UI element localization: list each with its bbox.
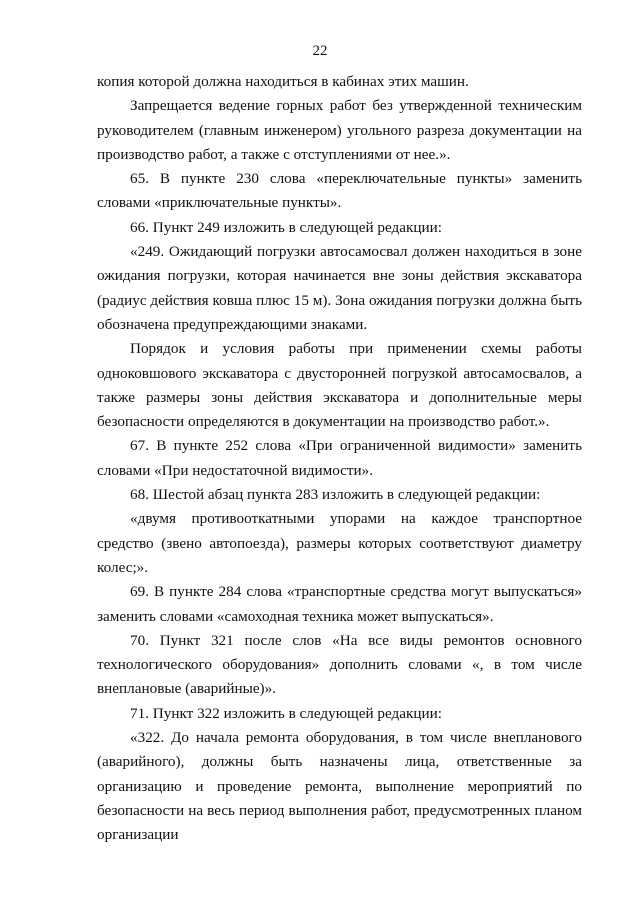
paragraph: 67. В пункте 252 слова «При ограниченной видимости» заменить словами «При недостаточной видимости». <box>97 437 582 479</box>
paragraph: Запрещается ведение горных работ без утвержденной техническим руководителем (главным инженером) угольного разреза документации на производство работ, а также с отступлениями от нее.». <box>97 97 582 163</box>
paragraph: «322. До начала ремонта оборудования, в том числе внепланового (аварийного), должны быть назначены лица, ответственные за организацию и проведение ремонта, выполнение мероприятий по безопасности на весь период выполнения работ, предусмотренных планом организации <box>97 729 582 844</box>
paragraph: «249. Ожидающий погрузки автосамосвал должен находиться в зоне ожидания погрузки, которая начинается вне зоны действия экскаватора (радиус действия ковша плюс 15 м). Зона ожидания погрузки должна быть обозначена предупреждающими знаками. <box>97 243 582 333</box>
paragraph: 66. Пункт 249 изложить в следующей редакции: <box>130 218 443 236</box>
document-body <box>97 70 582 848</box>
paragraph: 69. В пункте 284 слова «транспортные средства могут выпускаться» заменить словами «самоходная техника может выпускаться». <box>97 583 582 625</box>
paragraph: 70. Пункт 321 после слов «На все виды ремонтов основного технологического оборудования» дополнить словами «, в том числе внеплановые (аварийные)». <box>97 631 582 698</box>
paragraph: 71. Пункт 322 изложить в следующей редакции: <box>130 704 443 722</box>
paragraph: 68. Шестой абзац пункта 283 изложить в следующей редакции: <box>130 486 541 504</box>
page-number: 22 <box>312 43 328 59</box>
paragraph: «двумя противооткатными упорами на каждое транспортное средство (звено автопоезда), размеры которых соответствуют диаметру колес;». <box>97 510 582 576</box>
paragraph: копия которой должна находиться в кабинах этих машин. <box>97 73 469 90</box>
paragraph: Порядок и условия работы при применении схемы работы одноковшового экскаватора с двусторонней погрузкой автосамосвалов, а также размеры зоны действия экскаватора и дополнительные меры безопасности определяются в документации на производство работ.». <box>97 340 582 431</box>
paragraph: 65. В пункте 230 слова «переключательные пункты» заменить словами «приключательные пункты». <box>97 170 582 212</box>
